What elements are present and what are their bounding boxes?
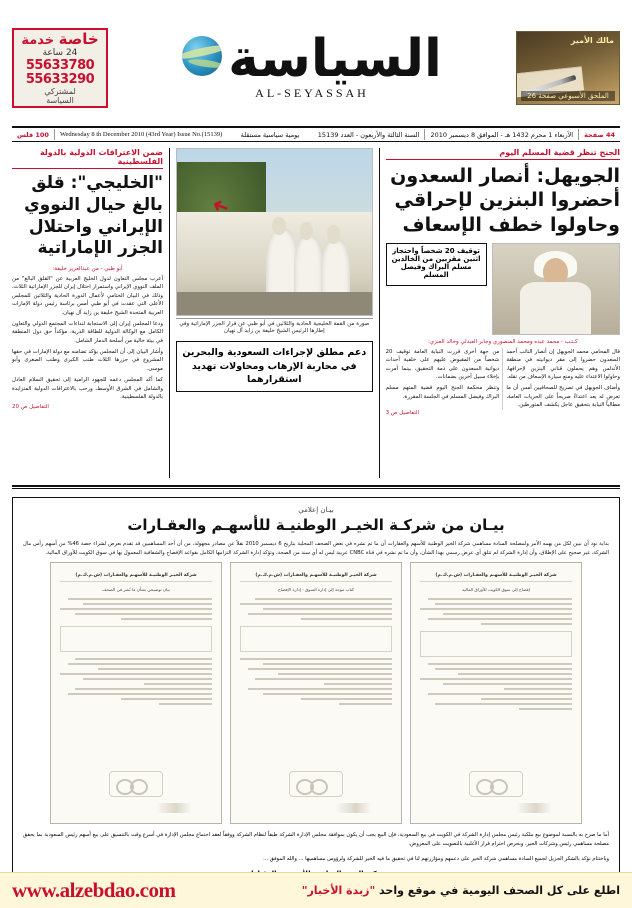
top-stories <box>12 148 620 478</box>
signature-mark <box>155 803 207 813</box>
document-scan <box>230 562 402 824</box>
document-scan-subheading: كتاب موجه إلى إدارة السوق - إدارة الإفصاح <box>277 587 355 593</box>
price: 100 فلس <box>16 130 49 139</box>
document-scan-heading: شركة الخيـر الوطنيـة للأسهـم والعقـارات (ش.م.ك.م) <box>420 573 572 582</box>
story-jouhail-para-3: من جهة أخرى قررت النيابة العامة توقيف 20 شخصاً من المقبوض عليهم على خلفية أحداث ديوانية السعدون على ذمة التحقيق، بينما أمرت بإخلاء سبيل آخرين بضمانات. <box>385 348 500 381</box>
promo-line3: 24 <box>65 48 78 59</box>
book-advert-title: مالك الأمير <box>570 36 614 45</box>
column-divider <box>169 148 170 478</box>
official-stamp-icon <box>289 771 343 797</box>
document-scan-subheading: إفصاح إلى سوق الكويت للأوراق المالية <box>462 587 530 593</box>
story-gulf-para-2: ودعا المجلس إيران إلى الاستجابة لنداءات المجتمع الدولي والتعاون الكامل مع الوكالة الدولية للطاقة الذرية، مؤكداً حق دول المنطقة في بيئة خالية من أسلحة الدمار الشامل. <box>11 320 163 344</box>
document-inner-box <box>60 626 212 652</box>
story-gulf-headline: "الخليجي": قلق بالغ حيال النووي الإيراني واحتلال الجزر الإماراتية <box>24 173 163 259</box>
story-jouhail-byline: كـتـب - محمد عبده ومحمد المنصوري وجابر العبدلي وخالد العنزي: <box>427 338 578 345</box>
paper-logo <box>108 28 516 101</box>
story-gulf-kicker: ضمن الاعترافات الدولية بالدولة الفلسطينية <box>12 148 163 169</box>
promo-line1: خاصة <box>58 29 99 48</box>
document-text-lines <box>60 658 212 705</box>
torso-shape <box>520 282 591 334</box>
announcement-lead: بداية نود أن نبين لكل من يهمه الأمر ولمصلحة السادة مساهمي شركة الخير الوطنية للأسهم والعقارات أن ما تم نشره في بعض الصحف المحلية بتاريخ 6 ديسمبر 2010 نقلاً عن مصادر مجهولة، من أن أحد المساهمين قد تقدم بعرض لشراء حصة 46% من أسهم رأس مال الشركة، غير صحيح على الإطلاق، وأن إدارة الشركة لم تتلق أي عرض رسمي بهذا الشأن، وأن ما تم نشره في قناة CNBC عربية ليس له أي سند من الصحة، وتؤكد إدارة الشركة التزامها الكامل بقواعد الإفصاح والشفافية المعمول بها في سوق الكويت للأوراق المالية. <box>23 541 609 556</box>
issue-arabic: السنة الثالثة والأربعون - العدد 15139 <box>317 130 420 139</box>
annotation-arrow-icon: ➜ <box>208 193 233 222</box>
paper-title-latin: AL-SEYASSAH <box>255 86 369 101</box>
story-jouhail-subbox: توقيف 20 شخصاً واحتجاز اثنين مقربين من الخالدين مسلم البراك وفيصل المسلم <box>391 246 481 279</box>
divider <box>424 129 425 140</box>
masthead <box>12 14 620 122</box>
document-scan-heading: شركة الخيـر الوطنيـة للأسهـم والعقـارات (ش.م.ك.م) <box>60 573 212 582</box>
story-gulf <box>12 148 163 478</box>
document-text-lines <box>240 598 392 620</box>
gulf-summit-photo <box>176 148 373 316</box>
divider <box>54 129 55 140</box>
story-summit-subhead: دعم مطلق لإجراءات السعودية والبحرين في محاربة الإرهاب ومحاولات تهديد استقرارهما <box>176 341 373 392</box>
document-scan <box>50 562 222 824</box>
story-jouhail-para-1: قال المحامي محمد الجويهل إن أنصار النائب أحمد السعدون حضروا إلى مقر ديوانيته في منطقة الأندلس وهم يحملون قناني البنزين لإحراقها، وحاولوا الاعتداء عليه ومنع سيارة الإسعاف من نقله. <box>506 348 620 381</box>
document-inner-box <box>240 626 392 652</box>
paper-type: يومية سياسية مستقلة <box>240 130 300 139</box>
story-gulf-more[interactable]: التفاصيل ص 20 <box>11 404 49 411</box>
story-jouhail-para-2: وأضاف الجويهل في تصريح للصحافيين أمس أن ما تعرض له يعد اعتداءً صريحاً على الحريات العامة، مطالباً النيابة بتحقيق عاجل يكشف المتورطين. <box>506 385 620 409</box>
signature-mark <box>515 803 567 813</box>
newspaper-page <box>0 14 632 908</box>
story-summit-photo-block <box>176 148 373 478</box>
signature-mark <box>335 803 387 813</box>
promo-line4: ساعة <box>42 48 64 59</box>
date-arabic: الأربعاء 1 محرم 1432 هـ - الموافق 8 ديسمبر 2010 <box>430 130 574 139</box>
gulf-summit-photo-caption: صورة من القمة الخليجية الحادية والثلاثين في أبو ظبي عن قرار الجزر الإماراتية وفي إطارها الرئيس الشيخ خليفة بن زايد آل نهيان <box>176 318 373 336</box>
story-jouhail <box>386 148 620 478</box>
section-divider <box>12 485 620 487</box>
announcement-documents <box>23 562 609 824</box>
promo-line6: السياسة <box>46 96 74 106</box>
footer-advert[interactable] <box>0 872 632 908</box>
promo-line5: لمشتركي <box>44 87 76 97</box>
page-count: 44 صفحة <box>584 130 615 139</box>
story-jouhail-more[interactable]: التفاصيل ص 3 <box>385 409 420 416</box>
figure-head-shape <box>327 225 341 243</box>
official-stamp-icon <box>109 771 163 797</box>
globe-icon <box>182 36 222 76</box>
paper-title: السياسة <box>228 28 442 89</box>
date-english: Wednesday 8 th December 2010 (43rd Year) Issue No.(15139) <box>59 131 223 138</box>
info-bar <box>12 126 620 142</box>
story-gulf-para-4: كما أكد المجلس دعمه للجهود الرامية إلى تحقيق السلام العادل والشامل في الشرق الأوسط، ورحب بالاعترافات الدولية المتزايدة بالدولة الفلسطينية. <box>11 377 163 400</box>
lawyer-portrait-photo <box>492 243 620 335</box>
document-text-lines <box>420 663 572 710</box>
promo-line2: خدمة <box>21 32 55 48</box>
promo-phone-1: 55633780 <box>25 57 95 73</box>
footer-advert-highlight: "زبدة الأخبار" <box>301 884 376 897</box>
book-advert-page-label: الملحق الأسبوعي صفحة 26 <box>521 91 615 101</box>
company-announcement <box>12 497 620 897</box>
promo-phone-2: 55633290 <box>25 71 95 87</box>
story-jouhail-kicker: الجنح تنظر قضية المسلم اليوم <box>386 148 620 160</box>
column-divider <box>379 148 380 478</box>
footer-advert-url[interactable]: www.alzebdao.com <box>12 878 176 902</box>
subscriber-promo-box[interactable] <box>12 28 108 108</box>
story-gulf-para-1: أعرب مجلس التعاون لدول الخليج العربية عن "القلق البالغ" من الملف النووي الإيراني واستمرار احتلال إيران للجزر الإماراتية الثلاث، وذلك في البيان الختامي لأعمال الدورة الحادية والثلاثين للمجلس الأعلى التي عقدت في أبو ظبي أمس برئاسة رئيس دولة الإمارات العربية المتحدة الشيخ خليفة بن زايد آل نهيان. <box>11 276 163 316</box>
story-jouhail-headline: الجويهل: أنصار السعدون أحضروا البنزين لإحراقي وحاولوا خطف الإسعاف <box>390 165 620 236</box>
announcement-title: بيـان من شركـة الخيـر الوطنيـة للأسهـم والعقـارات <box>127 516 505 534</box>
section-divider-thin <box>12 488 620 489</box>
announcement-footer-para-1: أما ما صرح به بالنسبة لموضوع بيع ملكية رئيس مجلس إدارة الشركة في الكويت في بيع السعودية، فإن البيع يجب أن يكون بموافقة مجلس الإدارة الشركة طبقاً لنظام الشركة ووفقاً لعقد اجتماع مجلس الإدارة في أسرع وقت بالتنسيق على بيع أسهم رئيس السعودية بما يحقق مصلحة مساهمي رئيس وشركات الخير، وبحرص احترام قرار الأغلبية بالتصويت على المعروض. <box>23 832 609 847</box>
footer-advert-text-before: اطلع على كل الصحف اليومية في موقع واحد <box>379 884 620 897</box>
story-jouhail-para-4: وتنظر محكمة الجنح اليوم قضية المتهم مسلم البراك وفيصل المسلم في الجلسة المقررة. <box>385 385 500 400</box>
announcement-footer-para-2: وباختتام نؤكد بالشكر الجزيل لجميع السادة مساهمي شركة الخير على دعمهم ومؤازرتهم لنا في تحقيق ما فيه الخير للشركة ولرؤوس مساهميها ... والله الموفق ... <box>263 856 609 863</box>
official-stamp-icon <box>469 771 523 797</box>
footer-advert-text <box>302 884 620 897</box>
document-text-lines <box>60 598 212 620</box>
story-gulf-para-3: وأشار البيان إلى أن المجلس يؤكد تضامنه مع دولة الإمارات في حقها المشروع في جزرها الثلاث طنب الكبرى وطنب الصغرى وأبو موسى. <box>11 349 163 372</box>
document-text-lines <box>240 658 392 705</box>
story-gulf-byline: أبو ظبي - من عبدالعزيز خليفة: <box>52 266 123 272</box>
book-advert[interactable] <box>516 31 620 105</box>
document-text-lines <box>420 598 572 625</box>
document-scan-subheading: بيان توضيحي بشأن ما نُشر في الصحف <box>102 587 170 593</box>
document-scan <box>410 562 582 824</box>
document-scan-heading: شركة الخيـر الوطنيـة للأسهـم والعقـارات (ش.م.ك.م) <box>240 573 392 582</box>
divider <box>578 129 579 140</box>
announcement-brand: بيـان إعلامي <box>298 506 334 514</box>
document-inner-box <box>420 631 572 657</box>
ground-shape <box>177 292 372 315</box>
